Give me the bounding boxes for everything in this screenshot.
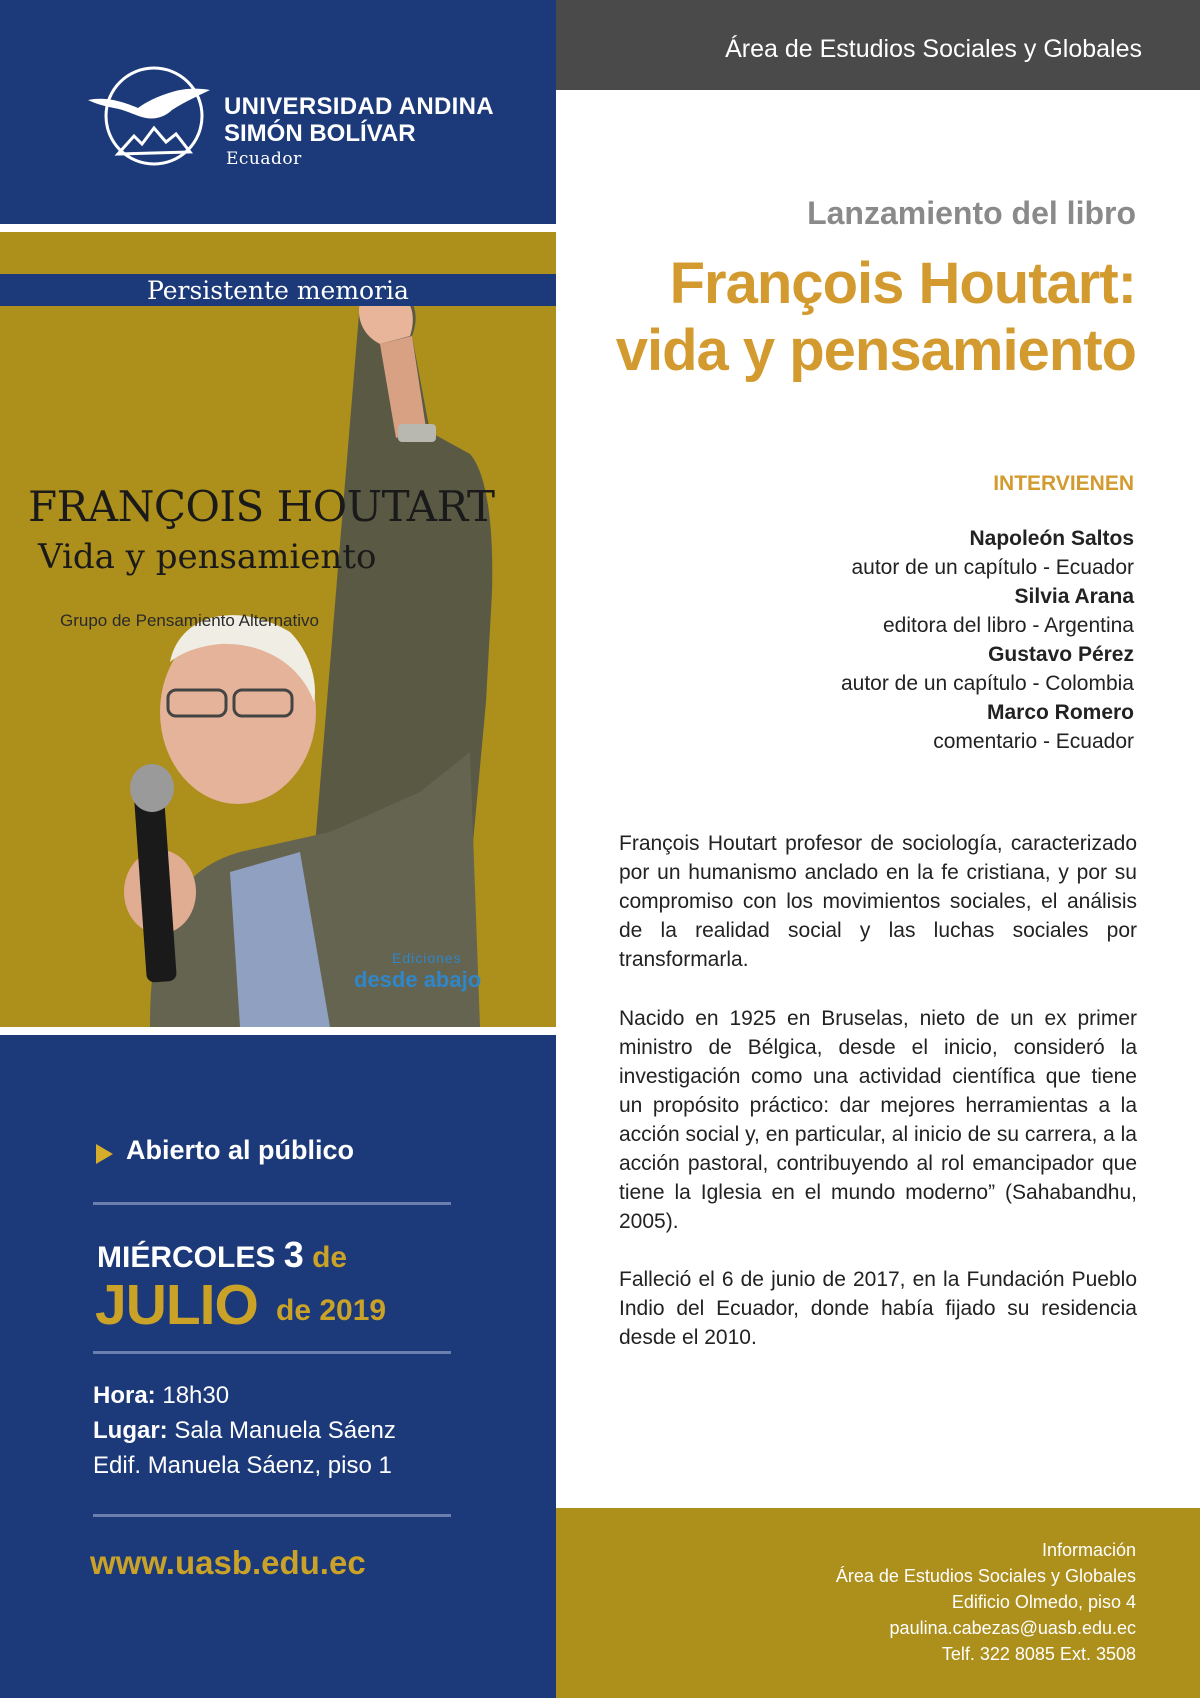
university-country: Ecuador: [226, 149, 302, 169]
separator: [0, 224, 556, 232]
event-day: 3: [283, 1234, 304, 1275]
footer-phone: Telf. 322 8085 Ext. 3508: [941, 1644, 1136, 1664]
area-name: Área de Estudios Sociales y Globales: [725, 35, 1142, 63]
cover-title: FRANÇOIS HOUTART: [28, 482, 495, 531]
play-arrow-icon: [96, 1144, 113, 1164]
open-to-public: Abierto al público: [126, 1135, 355, 1165]
divider: [93, 1351, 451, 1354]
footer-building: Edificio Olmedo, piso 4: [951, 1592, 1136, 1612]
speaker-name: Napoleón Saltos: [969, 527, 1134, 550]
event-time: [93, 1382, 229, 1410]
area-header-bar: [556, 0, 1200, 90]
website-link[interactable]: www.uasb.edu.ec: [90, 1544, 366, 1581]
cover-author-group: Grupo de Pensamiento Alternativo: [60, 611, 319, 630]
event-weekday: [97, 1234, 347, 1276]
event-year: de 2019: [276, 1294, 387, 1327]
book-title-line2: vida y pensamiento: [615, 318, 1136, 383]
time-label: Hora:: [93, 1382, 156, 1409]
footer-contact: [836, 1537, 1136, 1667]
event-building: Edif. Manuela Sáenz, piso 1: [93, 1452, 392, 1479]
event-place: [93, 1417, 396, 1445]
footer-label: Información: [1041, 1540, 1136, 1560]
place-value: Sala Manuela Sáenz: [174, 1417, 396, 1444]
bio-paragraph-3: Falleció el 6 de junio de 2017, en la Fundación Pueblo Indio del Ecuador, donde había fijado su residencia desde el 2010.: [619, 1268, 1137, 1349]
publisher-label: Ediciones: [392, 950, 462, 966]
bio-paragraph-2: Nacido en 1925 en Bruselas, nieto de un ex primer ministro de Bélgica, desde el inicio, consideró la investigación como una actividad científica que tiene un propósito práctico: dar mejores herramientas a la acción social y, en particular, al inicio de su carrera, a la acción pastoral, contribuyendo al rol emancipador que tiene la Iglesia en el mundo moderno” (Sahabandhu, 2005).: [619, 1007, 1137, 1233]
series-title: Persistente memoria: [147, 276, 409, 305]
speaker-role: comentario - Ecuador: [933, 730, 1134, 753]
separator: [0, 1027, 556, 1035]
speaker-name: Gustavo Pérez: [988, 643, 1134, 666]
speaker-name: Silvia Arana: [1014, 585, 1134, 608]
condor-logo-icon: [86, 66, 216, 170]
speaker-name: Marco Romero: [986, 701, 1134, 724]
speaker-role: autor de un capítulo - Ecuador: [851, 556, 1134, 579]
university-logo-block: [0, 0, 556, 224]
footer-area: Área de Estudios Sociales y Globales: [835, 1566, 1136, 1586]
speaker-role: autor de un capítulo - Colombia: [840, 672, 1134, 695]
divider: [93, 1514, 451, 1517]
bio-paragraph-1: François Houtart profesor de sociología, caracterizado por un humanismo anclado en la fe cristiana, y por su compromiso con los movimientos sociales, el análisis de la realidad social y las luchas sociales por transformarla.: [619, 832, 1137, 971]
divider: [93, 1202, 451, 1205]
speakers-heading: INTERVIENEN: [993, 472, 1134, 495]
launch-heading: Lanzamiento del libro: [807, 195, 1136, 231]
book-title-line1: François Houtart:: [669, 251, 1136, 316]
weekday-name: MIÉRCOLES: [97, 1241, 276, 1274]
speakers-list: [634, 524, 1134, 756]
speaker-role: editora del libro - Argentina: [883, 614, 1134, 637]
book-cover: [0, 232, 556, 1027]
university-name-line2: SIMÓN BOLÍVAR: [224, 120, 416, 147]
footer-email[interactable]: paulina.cabezas@uasb.edu.ec: [889, 1618, 1136, 1638]
place-label: Lugar:: [93, 1417, 168, 1444]
time-value: 18h30: [162, 1382, 230, 1409]
publisher-name: desde abajo: [354, 967, 482, 992]
event-month: JULIO: [95, 1273, 258, 1337]
date-connector: de: [312, 1241, 348, 1274]
book-title: [536, 250, 1136, 384]
university-name-line1: UNIVERSIDAD ANDINA: [224, 93, 494, 120]
cover-subtitle: Vida y pensamiento: [38, 537, 377, 577]
